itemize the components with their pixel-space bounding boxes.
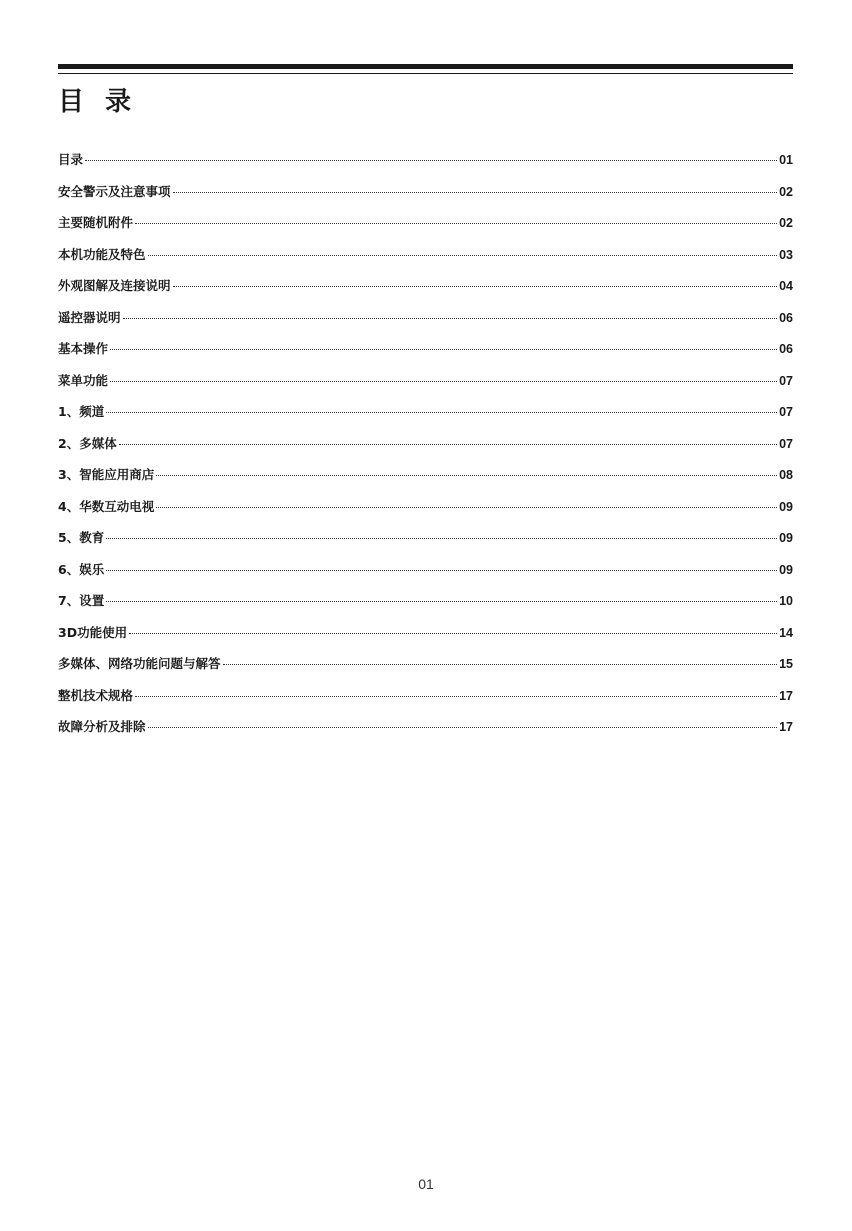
toc-entry-label: 7、设置 (58, 593, 105, 608)
toc-entry-label: 2、多媒体 (58, 435, 117, 451)
toc-entry-label: 故障分析及排除 (58, 719, 146, 734)
toc-entry[interactable] (58, 370, 793, 402)
toc-leader-dots (129, 633, 777, 634)
toc-entry-page: 06 (779, 310, 793, 325)
toc-entry[interactable] (58, 275, 793, 307)
toc-entry-page: 08 (779, 468, 793, 482)
table-of-contents (58, 149, 793, 748)
toc-leader-dots (156, 507, 777, 508)
page-number: 01 (418, 1176, 434, 1192)
toc-entry[interactable] (58, 307, 793, 339)
toc-entry-label: 3D功能使用 (58, 624, 128, 640)
toc-leader-dots (110, 349, 777, 350)
toc-entry-label: 目录 (58, 152, 84, 167)
toc-entry[interactable] (58, 401, 793, 433)
toc-leader-dots (123, 318, 778, 319)
toc-entry[interactable] (58, 496, 793, 528)
toc-entry-page: 06 (779, 342, 793, 356)
toc-entry[interactable] (58, 338, 793, 370)
toc-entry[interactable] (58, 433, 793, 465)
toc-entry-page: 09 (779, 499, 793, 514)
toc-entry[interactable] (58, 464, 793, 496)
toc-entry-page: 14 (779, 625, 793, 640)
toc-entry-label: 3、智能应用商店 (58, 467, 155, 482)
toc-entry[interactable] (58, 559, 793, 591)
toc-leader-dots (135, 696, 777, 697)
toc-entry-page: 09 (779, 562, 793, 577)
toc-entry[interactable] (58, 244, 793, 276)
toc-leader-dots (85, 160, 777, 161)
toc-entry-label: 遥控器说明 (58, 309, 121, 325)
toc-entry-label: 1、频道 (58, 404, 105, 419)
toc-leader-dots (106, 538, 777, 539)
toc-leader-dots (223, 664, 778, 665)
toc-entry[interactable] (58, 212, 793, 244)
toc-entry[interactable] (58, 149, 793, 181)
toc-leader-dots (106, 412, 777, 413)
toc-entry-page: 17 (779, 688, 793, 703)
toc-entry-label: 外观图解及连接说明 (58, 278, 171, 293)
toc-leader-dots (106, 570, 777, 571)
toc-leader-dots (148, 255, 778, 256)
header-rule-thick (58, 64, 793, 69)
toc-leader-dots (156, 475, 777, 476)
toc-entry[interactable] (58, 653, 793, 685)
toc-entry[interactable] (58, 181, 793, 213)
toc-entry-label: 整机技术规格 (58, 687, 134, 703)
toc-leader-dots (119, 444, 777, 445)
toc-leader-dots (148, 727, 778, 728)
toc-leader-dots (173, 286, 778, 287)
header-rule-thin (58, 73, 793, 74)
toc-leader-dots (173, 192, 778, 193)
toc-entry-label: 5、教育 (58, 530, 105, 545)
toc-entry-label: 多媒体、网络功能问题与解答 (58, 656, 221, 671)
toc-leader-dots (106, 601, 777, 602)
toc-entry-page: 01 (779, 153, 793, 167)
toc-entry[interactable] (58, 685, 793, 717)
toc-leader-dots (135, 223, 777, 224)
toc-entry-page: 04 (779, 279, 793, 293)
toc-entry-page: 02 (779, 216, 793, 230)
toc-entry-page: 03 (779, 247, 793, 262)
toc-entry-label: 基本操作 (58, 341, 109, 356)
toc-entry-page: 17 (779, 720, 793, 734)
page-title: 目 录 (58, 87, 138, 117)
toc-entry-label: 4、华数互动电视 (58, 498, 155, 514)
toc-entry-page: 10 (779, 594, 793, 608)
toc-entry-page: 07 (779, 436, 793, 451)
toc-entry-label: 本机功能及特色 (58, 246, 146, 262)
toc-entry[interactable] (58, 622, 793, 654)
toc-entry-page: 02 (779, 184, 793, 199)
toc-leader-dots (110, 381, 777, 382)
toc-entry-page: 07 (779, 405, 793, 419)
toc-entry-page: 15 (779, 657, 793, 671)
toc-entry-label: 主要随机附件 (58, 215, 134, 230)
toc-entry[interactable] (58, 527, 793, 559)
toc-entry-page: 07 (779, 373, 793, 388)
toc-entry[interactable] (58, 716, 793, 748)
toc-entry-label: 菜单功能 (58, 372, 109, 388)
toc-entry-label: 6、娱乐 (58, 561, 105, 577)
toc-entry-page: 09 (779, 531, 793, 545)
toc-entry-label: 安全警示及注意事项 (58, 183, 171, 199)
toc-entry[interactable] (58, 590, 793, 622)
